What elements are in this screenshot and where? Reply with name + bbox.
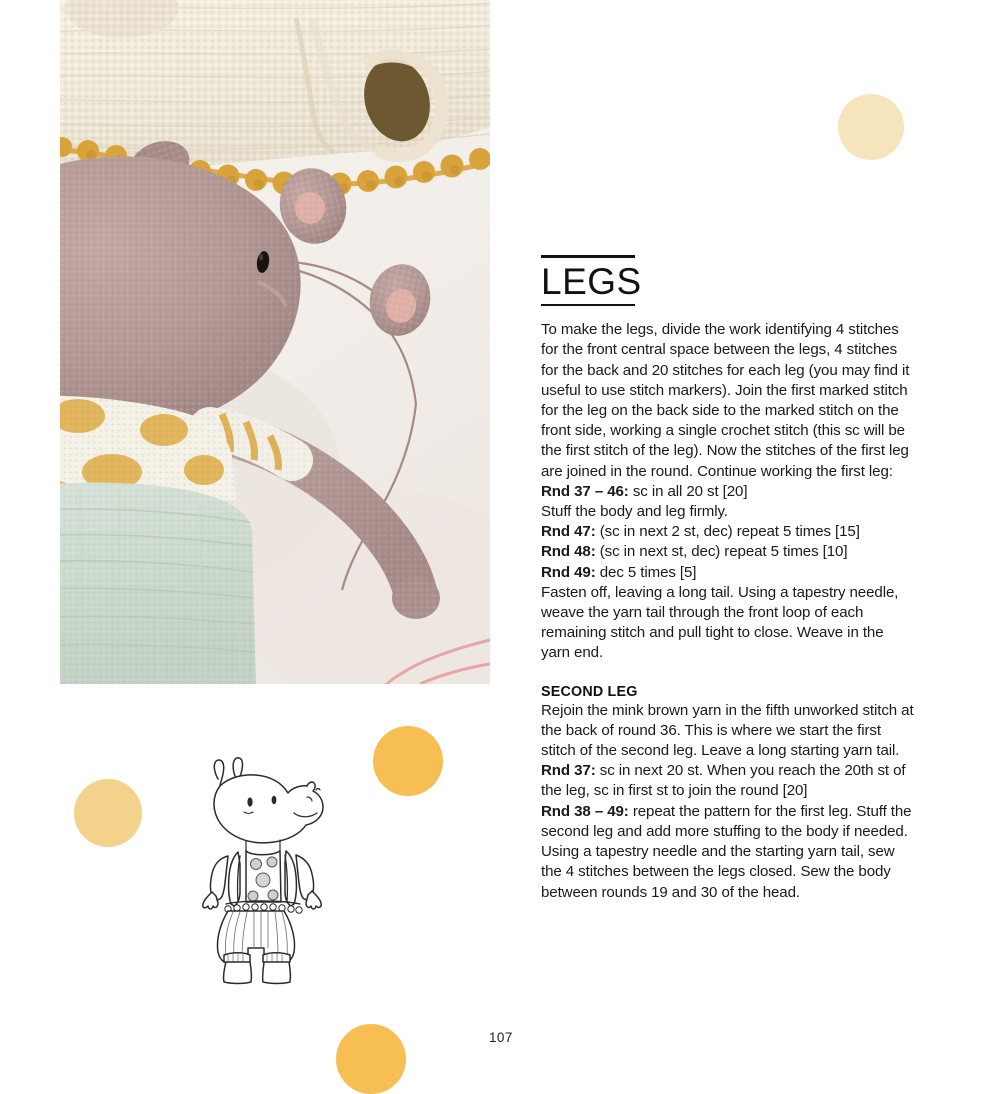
legs-stuff-note: Stuff the body and leg firmly. <box>541 503 728 521</box>
second-leg-outro: Stuff the second leg and add more stuffing to the body if needed. Using a tapestry needle and the starting yarn tail, sew the 4 stitches between the legs closed. Sew the body between rounds 19 and 30 of the head. <box>541 802 912 901</box>
project-photo <box>60 0 490 684</box>
project-photo-artwork <box>60 0 490 684</box>
second-leg-heading: SECOND LEG <box>541 683 638 700</box>
round-text: (sc in next 2 st, dec) repeat 5 times [15] <box>595 523 860 541</box>
legs-round-47 <box>541 522 916 542</box>
instructions-column <box>541 255 916 903</box>
round-text: sc in next 20 st. When you reach the 20th st of the leg, sc in first st to join the round [20] <box>541 762 906 800</box>
round-label: Rnd 37: <box>541 762 596 780</box>
round-label: Rnd 37 – 46: <box>541 482 629 500</box>
second-leg-intro: Rejoin the mink brown yarn in the fifth unworked stitch at the back of round 36. This is where we start the first stitch of the second leg. Leave a long starting yarn tail. <box>541 701 914 760</box>
second-leg-round-37 <box>541 761 916 801</box>
hippo-character-illustration <box>176 752 336 987</box>
legs-heading-block <box>541 255 916 306</box>
section-spacer <box>541 664 916 684</box>
round-label: Rnd 38 – 49: <box>541 802 629 820</box>
second-leg-round-38-49 <box>541 802 916 903</box>
page-title: LEGS <box>541 261 642 302</box>
round-text: sc in all 20 st [20] <box>628 482 748 500</box>
legs-round-49 <box>541 563 916 583</box>
legs-intro-paragraph: To make the legs, divide the work identifying 4 stitches for the front central space between the legs, 4 stitches for the back and 20 stitches for each leg (you may find it useful to use stitch markers). Join the first marked stitch for the leg on the back side to the marked stitch on the front side, working a single crochet stitch (this sc will be the first stitch of the leg). Now the stitches of the first leg are joined in the round. Continue working the first leg: <box>541 321 910 480</box>
decor-circle-top-right <box>838 94 904 160</box>
legs-round-37-46 <box>541 482 916 502</box>
hippo-character-artwork <box>176 752 336 987</box>
round-label: Rnd 47: <box>541 523 596 541</box>
heading-rule-bottom <box>541 304 635 306</box>
round-label: Rnd 48: <box>541 543 596 561</box>
round-text: repeat the pattern for the first leg. <box>628 802 853 820</box>
heading-rule-top <box>541 255 635 258</box>
legs-finish-paragraph: Fasten off, leaving a long tail. Using a tapestry needle, weave the yarn tail through the front loop of each remaining stitch and pull tight to close. Weave in the yarn end. <box>541 583 899 662</box>
decor-circle-bottom <box>336 1024 406 1094</box>
decor-circle-middle <box>373 726 443 796</box>
legs-round-48 <box>541 542 916 562</box>
round-text: dec 5 times [5] <box>595 563 697 581</box>
page-number: 107 <box>489 1030 513 1045</box>
decor-circle-left <box>74 779 142 847</box>
round-label: Rnd 49: <box>541 563 596 581</box>
amigurumi-body-bottom <box>60 483 256 684</box>
round-text: (sc in next st, dec) repeat 5 times [10] <box>595 543 848 561</box>
